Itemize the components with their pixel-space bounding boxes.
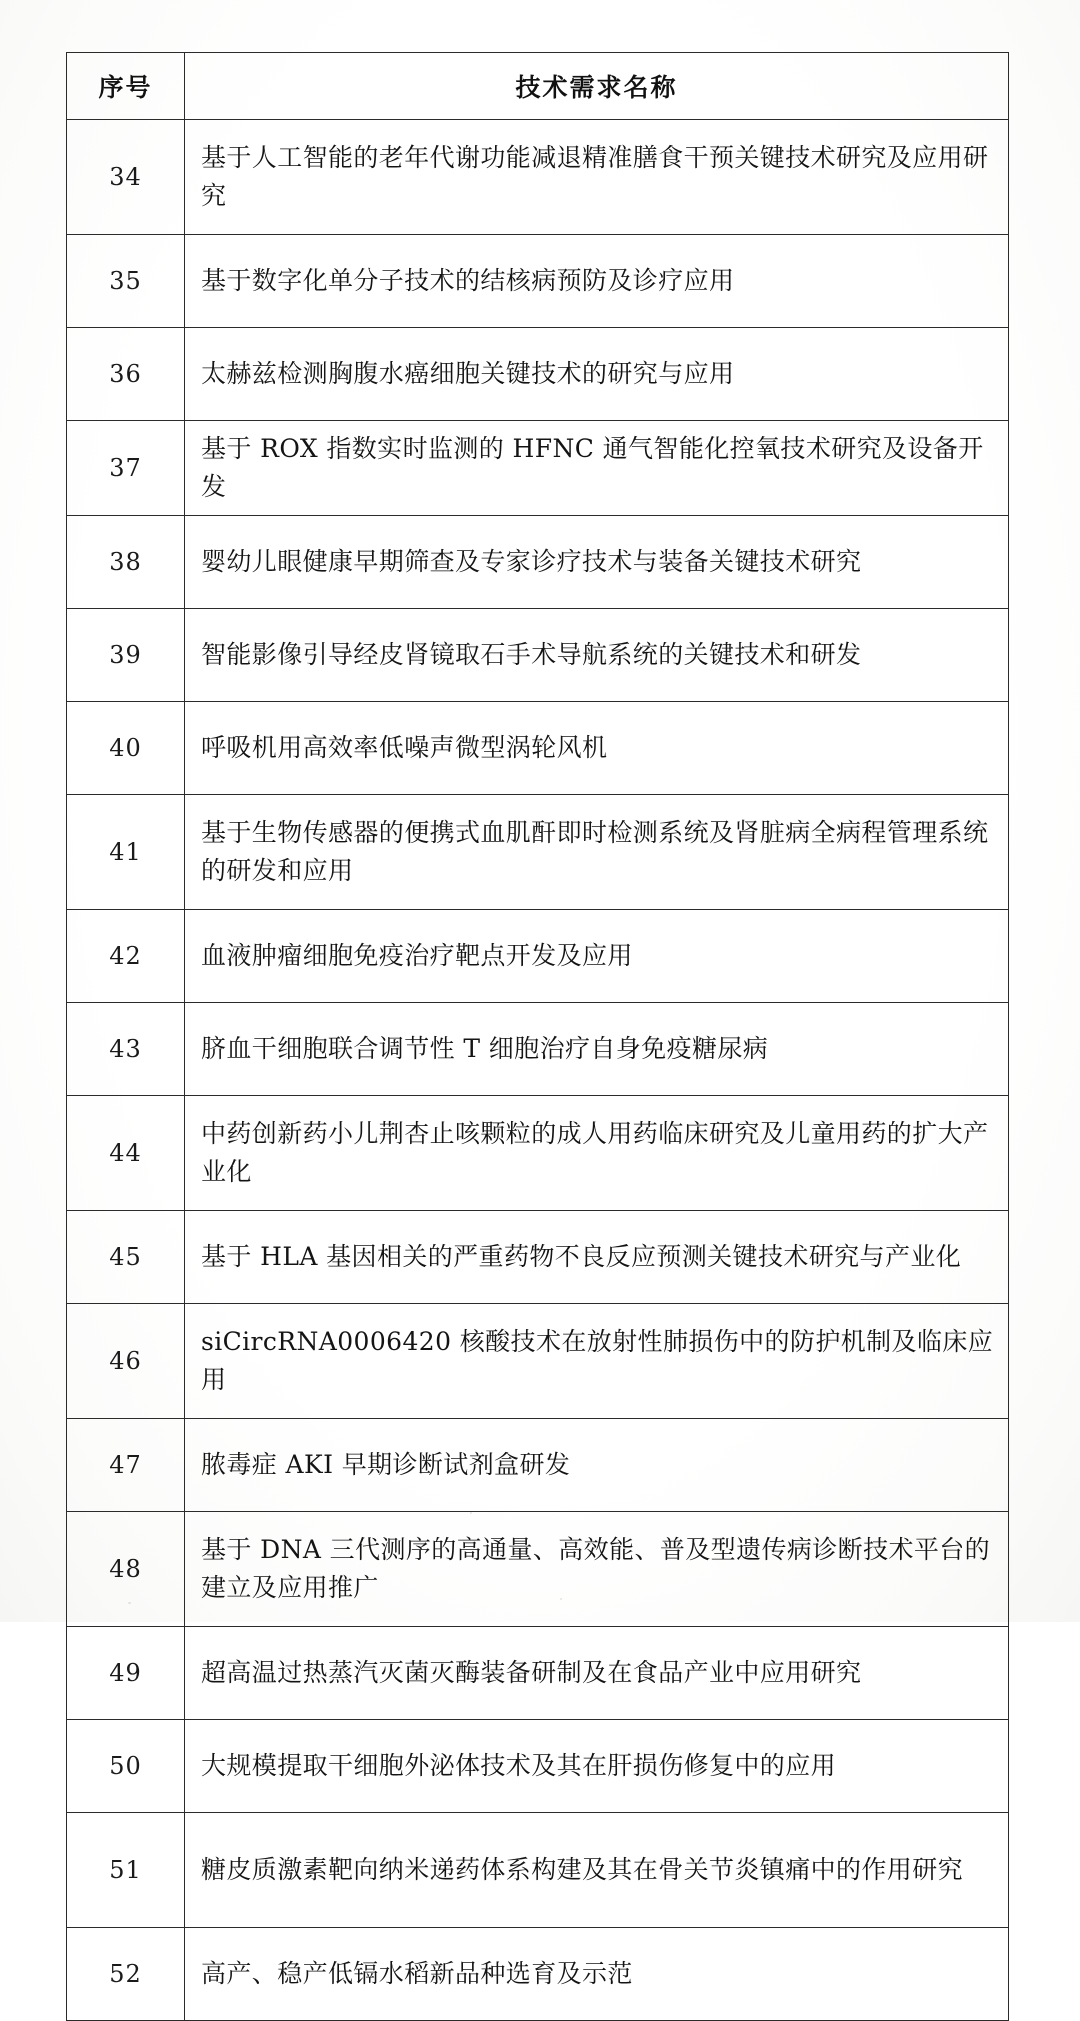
row-sequence-number: 52 [67, 1928, 185, 2021]
row-sequence-number: 45 [67, 1211, 185, 1304]
row-requirement-name: 超高温过热蒸汽灭菌灭酶装备研制及在食品产业中应用研究 [185, 1627, 1009, 1720]
table-body [67, 120, 1009, 2021]
row-sequence-number: 49 [67, 1627, 185, 1720]
technology-requirements-table [66, 52, 1009, 2021]
row-requirement-name: 婴幼儿眼健康早期筛查及专家诊疗技术与装备关键技术研究 [185, 516, 1009, 609]
row-sequence-number: 47 [67, 1419, 185, 1512]
row-sequence-number: 40 [67, 702, 185, 795]
row-sequence-number: 35 [67, 235, 185, 328]
table-header-row [67, 53, 1009, 120]
row-requirement-name: 大规模提取干细胞外泌体技术及其在肝损伤修复中的应用 [185, 1720, 1009, 1813]
column-header-sequence: 序号 [67, 53, 185, 120]
table-row [67, 702, 1009, 795]
table-header [67, 53, 1009, 120]
table-row [67, 1512, 1009, 1627]
table-row [67, 1720, 1009, 1813]
row-sequence-number: 42 [67, 910, 185, 1003]
table-row [67, 1003, 1009, 1096]
table-row [67, 1211, 1009, 1304]
table-row [67, 421, 1009, 516]
table-row [67, 328, 1009, 421]
row-requirement-name: 脐血干细胞联合调节性 T 细胞治疗自身免疫糖尿病 [185, 1003, 1009, 1096]
row-requirement-name: 高产、稳产低镉水稻新品种选育及示范 [185, 1928, 1009, 2021]
row-sequence-number: 41 [67, 795, 185, 910]
row-requirement-name: 呼吸机用高效率低噪声微型涡轮风机 [185, 702, 1009, 795]
table-row [67, 516, 1009, 609]
table-row [67, 1928, 1009, 2021]
table-row [67, 910, 1009, 1003]
row-requirement-name: 智能影像引导经皮肾镜取石手术导航系统的关键技术和研发 [185, 609, 1009, 702]
row-sequence-number: 50 [67, 1720, 185, 1813]
table-row [67, 1813, 1009, 1928]
table-row [67, 1419, 1009, 1512]
column-header-requirement-name: 技术需求名称 [185, 53, 1009, 120]
row-requirement-name: 基于 ROX 指数实时监测的 HFNC 通气智能化控氧技术研究及设备开发 [185, 421, 1009, 516]
table-row [67, 1304, 1009, 1419]
row-sequence-number: 36 [67, 328, 185, 421]
row-sequence-number: 48 [67, 1512, 185, 1627]
row-sequence-number: 37 [67, 421, 185, 516]
row-requirement-name: 中药创新药小儿荆杏止咳颗粒的成人用药临床研究及儿童用药的扩大产业化 [185, 1096, 1009, 1211]
requirements-table-container [66, 52, 1008, 2021]
row-requirement-name: 血液肿瘤细胞免疫治疗靶点开发及应用 [185, 910, 1009, 1003]
row-sequence-number: 51 [67, 1813, 185, 1928]
row-sequence-number: 46 [67, 1304, 185, 1419]
row-requirement-name: 脓毒症 AKI 早期诊断试剂盒研发 [185, 1419, 1009, 1512]
row-requirement-name: 糖皮质激素靶向纳米递药体系构建及其在骨关节炎镇痛中的作用研究 [185, 1813, 1009, 1928]
row-requirement-name: siCircRNA0006420 核酸技术在放射性肺损伤中的防护机制及临床应用 [185, 1304, 1009, 1419]
row-sequence-number: 43 [67, 1003, 185, 1096]
row-sequence-number: 34 [67, 120, 185, 235]
table-row [67, 235, 1009, 328]
row-requirement-name: 基于 DNA 三代测序的高通量、高效能、普及型遗传病诊断技术平台的建立及应用推广 [185, 1512, 1009, 1627]
row-requirement-name: 基于人工智能的老年代谢功能减退精准膳食干预关键技术研究及应用研究 [185, 120, 1009, 235]
row-requirement-name: 基于 HLA 基因相关的严重药物不良反应预测关键技术研究与产业化 [185, 1211, 1009, 1304]
table-row [67, 609, 1009, 702]
table-row [67, 795, 1009, 910]
table-row [67, 120, 1009, 235]
row-sequence-number: 39 [67, 609, 185, 702]
row-sequence-number: 38 [67, 516, 185, 609]
row-requirement-name: 基于生物传感器的便携式血肌酐即时检测系统及肾脏病全病程管理系统的研发和应用 [185, 795, 1009, 910]
table-row [67, 1627, 1009, 1720]
row-requirement-name: 太赫兹检测胸腹水癌细胞关键技术的研究与应用 [185, 328, 1009, 421]
row-sequence-number: 44 [67, 1096, 185, 1211]
row-requirement-name: 基于数字化单分子技术的结核病预防及诊疗应用 [185, 235, 1009, 328]
table-row [67, 1096, 1009, 1211]
